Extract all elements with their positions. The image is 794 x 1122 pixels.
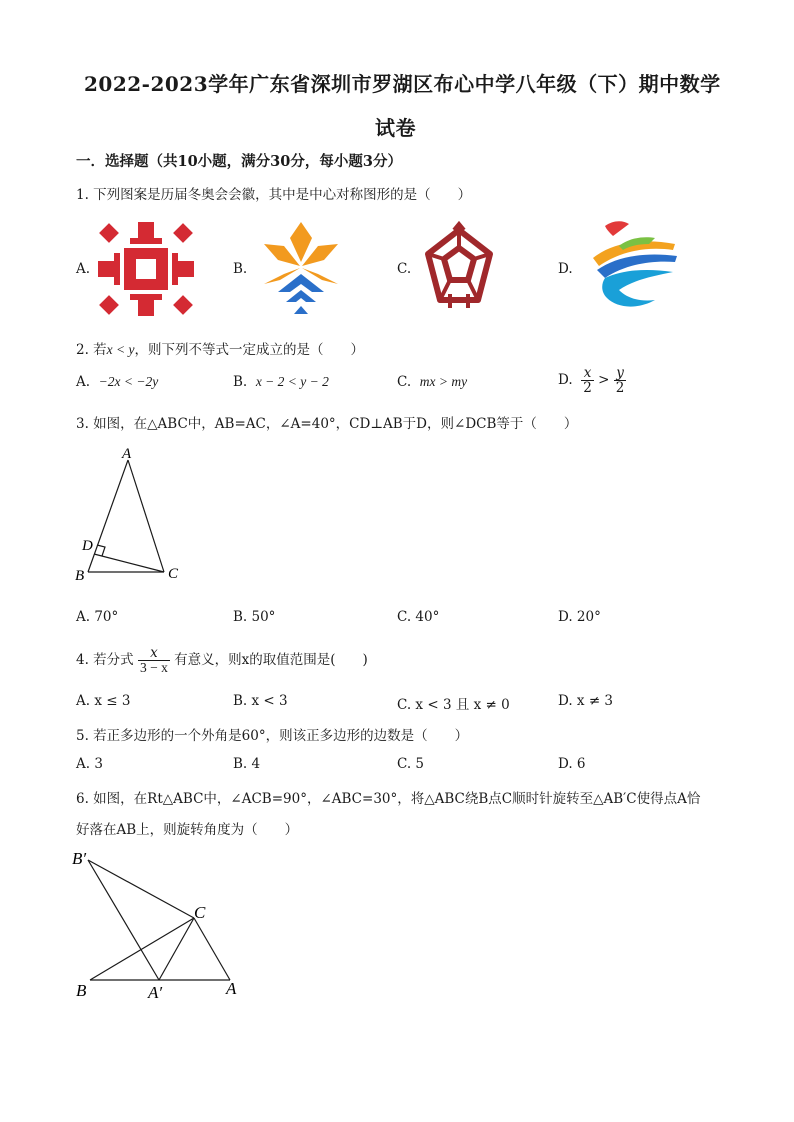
page-title-cont: 试卷 [375,116,416,140]
q3-option-a: A. 70° [76,609,119,625]
question-3-stem: 3. 如图，在△ABC中，AB=AC，∠A=40°，CD⊥AB于D，则∠DCB等于（ ） [76,416,578,432]
q3-point-b-label: B [75,568,85,584]
q4-fraction: $\frac{x}{3 - x}$ [139,645,168,676]
q4-stem-pre: 4. 若分式 [76,652,134,669]
q2-option-c [397,374,467,390]
q2-b-label: B. [233,374,248,390]
q2-option-d [558,366,626,395]
q1-option-d-label: D. [558,261,573,277]
q6-point-a-prime-label: A′ [148,983,163,1002]
q5-option-b: B. 4 [233,756,261,772]
q3-point-c-label: C [168,566,179,582]
q3-option-c: C. 40° [397,609,440,625]
q2-c-label: C. [397,374,412,390]
q2-stem-pre: 2. 若 [76,342,107,358]
q6-point-a-label: A [226,979,237,998]
q5-option-a: A. 3 [76,756,103,772]
question-5-stem: 5. 若正多边形的一个外角是60°，则该正多边形的边数是（ ） [76,728,469,744]
q6-point-b-prime-label: B′ [72,849,87,868]
q2-d-fraction-2: $\frac{y}{2}$ [615,365,625,397]
page-title: 2022-2023学年广东省深圳市罗湖区布心中学八年级（下）期中数学 [84,72,721,96]
q2-d-fraction-1: $\frac{x}{2}$ [583,365,592,397]
q2-option-b [233,374,329,390]
q5-option-c: C. 5 [397,756,425,772]
q3-option-d: D. 20° [558,609,601,625]
q2-d-operator: > [598,372,610,389]
q4-stem-post: 有意义，则x的取值范围是( ) [174,652,368,669]
q2-stem-expr: x < y [106,342,135,357]
q1-option-c-label: C. [397,261,412,277]
q1-option-b-label: B. [233,261,248,277]
q6-rotation-figure [72,846,252,1006]
q2-d-label: D. [558,372,573,389]
q4-option-b: B. x < 3 [233,693,288,709]
q2-c-expr: mx > my [419,374,468,389]
q2-b-expr: x − 2 < y − 2 [255,374,329,389]
emblem-d-image [583,216,683,316]
q3-option-b: B. 50° [233,609,276,625]
q6-point-b-label: B [76,981,87,1000]
question-6-stem-line1: 6. 如图，在Rt△ABC中，∠ACB=90°，∠ABC=30°，将△ABC绕B点C顺时针旋转至△AB′C使得点A恰 [76,791,701,807]
q2-a-label: A. [76,374,91,390]
question-4-stem [76,646,368,675]
q2-stem-post: ，则下列不等式一定成立的是（ ） [134,342,365,358]
q4-option-d: D. x ≠ 3 [558,693,614,709]
q4-option-c: C. x < 3 且 x ≠ 0 [397,697,510,713]
q4-option-a: A. x ≤ 3 [76,693,131,709]
emblem-c-image [420,222,498,310]
q2-option-a [76,374,158,390]
question-6-stem-line2: 好落在AB上，则旋转角度为（ ） [76,822,299,838]
emblem-b-image [256,218,346,318]
emblem-a-image [94,218,198,320]
q2-a-expr: −2x < −2y [98,374,159,389]
q3-point-d-label: D [82,538,93,554]
question-1-stem: 1. 下列图案是历届冬奥会会徽，其中是中心对称图形的是（ ） [76,187,472,203]
section-heading: 一．选择题（共10小题，满分30分，每小题3分） [76,153,402,170]
q3-triangle-figure [70,446,190,586]
question-2-stem [76,338,364,358]
q6-point-c-label: C [194,903,206,922]
q1-option-a-label: A. [76,261,91,277]
q3-point-a-label: A [122,446,132,462]
q5-option-d: D. 6 [558,756,586,772]
